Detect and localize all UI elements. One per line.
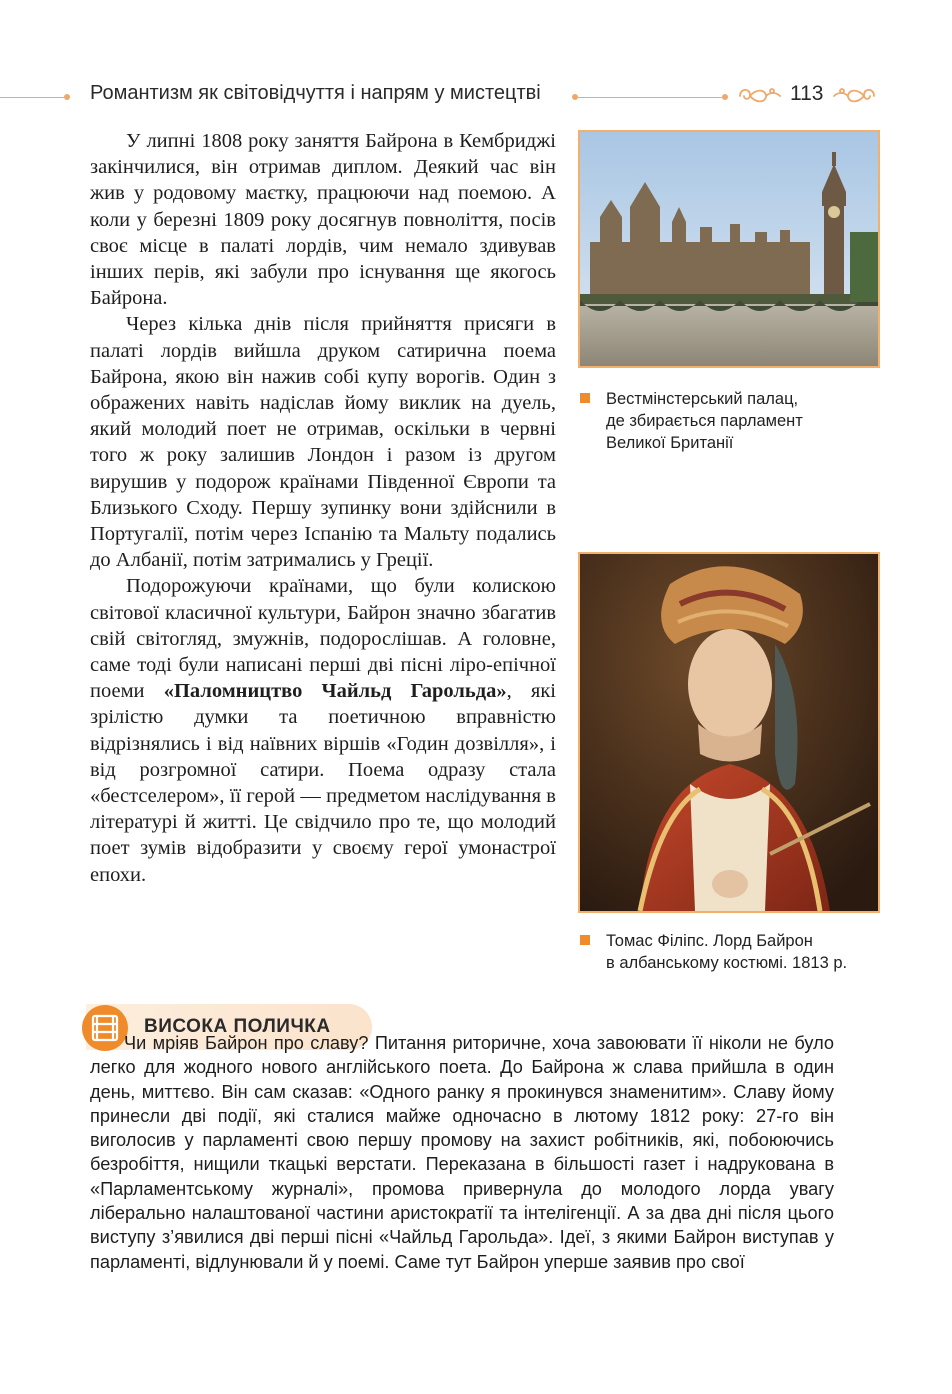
byron-portrait bbox=[578, 552, 880, 913]
header-rule-mid bbox=[578, 97, 722, 98]
shelf-body-text bbox=[90, 1031, 834, 1274]
flourish-right-icon bbox=[832, 84, 878, 108]
poem-title-bold: «Паломництво Чайльд Гарольда» bbox=[163, 680, 507, 703]
caption-line: Вестмінстерський палац, bbox=[606, 390, 799, 408]
header-dot-right bbox=[722, 94, 728, 100]
running-title: Романтизм як світовідчуття і напрям у мистецтві bbox=[90, 82, 541, 104]
shelf-title: ВИСОКА ПОЛИЧКА bbox=[144, 1016, 331, 1037]
caption-line: в албанському костюмі. 1813 р. bbox=[606, 954, 848, 972]
main-body-text bbox=[90, 128, 556, 888]
paragraph-3: Подорожуючи країнами, що були колискою світової класичної культури, Байрон значно збагатив свій світогляд, змужнів, подорослішав. А головне, саме тоді були написані перші дві пісні ліро-епічної поеми «Паломництво Чайльд Гарольда», які зрілістю думки та поетичною вправністю відрізнялись і від наївних віршів «Годин дозвілля», і від розгромної сатири. Поема одразу стала «бестселером», її герой — предметом наслідування в літературі й житті. Це свідчило про те, що молодий поет зумів відобразити у своєму герої умонастрої епохи. bbox=[90, 575, 556, 886]
page-number: 113 bbox=[790, 82, 824, 105]
caption-bullet-icon bbox=[580, 935, 590, 945]
header-dot-left bbox=[64, 94, 70, 100]
caption-line: Томас Філіпс. Лорд Байрон bbox=[606, 932, 813, 950]
westminster-palace-photo bbox=[578, 130, 880, 368]
flourish-left-icon bbox=[736, 84, 782, 108]
shelf-paragraph: Чи мріяв Байрон про славу? Питання риторичне, хоча завоювати її ніколи не було легко для жодного нового англійського поета. До Байрона ж слава прийшла в один день, миттєво. Він сам сказав: «Одного ранку я прокинувся знаменитим». Славу йому принесли дві події, які сталися майже одночасно в лютому 1812 року: 27-го він виголосив у парламенті свою першу промову на захист робітників, які, побоюючись безробіття, нищили ткацькі верстати. Переказана в більшості газет і надрукована в «Парламентському журналі», промова привернула до молодого лорда увагу ліберально налаштованої частини аристократії та інтелігенції. А за два дні після цього виступу з’явилися дві перші пісні «Чайльд Гарольда». Ідеї, з якими Байрон виступав у парламенті, відлунювали й у поемі. Саме тут Байрон уперше заявив про свої bbox=[90, 1033, 834, 1272]
paragraph-2: Через кілька днів після прийняття присяги в палаті лордів вийшла друком сатирична поема Байрона, якою він нажив собі купу ворогів. Один з ображених навіть надіслав йому виклик на дуель, який молодий поет не отримав, оскільки в червні того ж року залишив Лондон і разом із другом вирушив у подорож країнами Південної Європи та Близького Сходу. Першу зупинку вони здійснили в Португалії, потім через Іспанію та Мальту подались до Албанії, потім затримались у Греції. bbox=[90, 313, 556, 572]
caption-line: Великої Британії bbox=[606, 434, 734, 452]
caption-bullet-icon bbox=[580, 393, 590, 403]
header-rule-left bbox=[0, 97, 64, 98]
paragraph-1: У липні 1808 року заняття Байрона в Кембриджі закінчилися, він отримав диплом. Деякий час він жив у родовому маєтку, працюючи над поемою. А коли у березні 1809 року досягнув повноліття, посів своє місце в палаті лордів, чим немало здивував інших перів, які забули про існування ще якогось Байрона. bbox=[90, 130, 556, 310]
figure-1-caption bbox=[578, 388, 878, 458]
figure-2-caption bbox=[578, 930, 898, 980]
caption-line: де збирається парламент bbox=[606, 412, 803, 430]
